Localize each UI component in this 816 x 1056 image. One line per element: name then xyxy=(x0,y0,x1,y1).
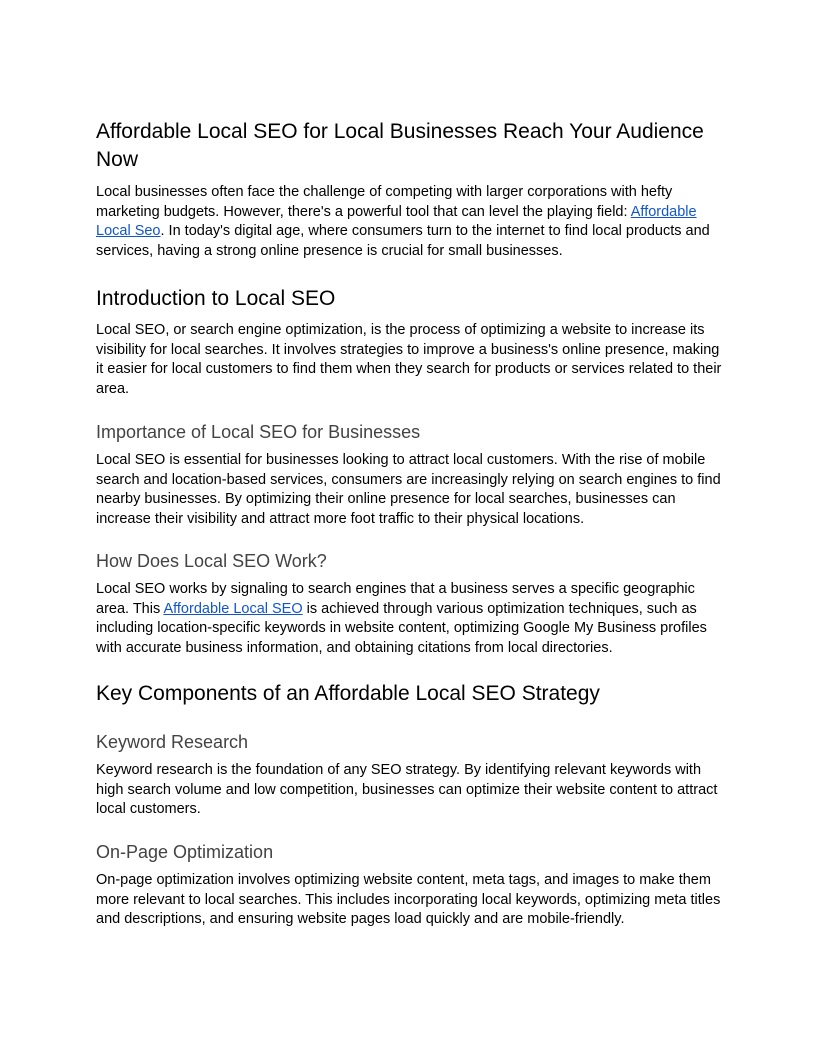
how-text-after-link: is achieved through various optimization techniques, such as including location-specific keywords in website content, optimizing Google My Business profiles with accurate business information, and obtaining citations from local directories. xyxy=(96,600,707,656)
introduction-paragraph: Local SEO, or search engine optimization, is the process of optimizing a website to increase its visibility for local searches. It involves strategies to improve a business's online presence, making it easier for local customers to find them when they search for products or services related to their area. xyxy=(96,322,722,397)
how-it-works-paragraph xyxy=(96,580,724,658)
affordable-local-seo-link[interactable]: Affordable Local Seo xyxy=(96,203,697,239)
how-text-before-link: Local SEO works by signaling to search engines that a business serves a specific geographic area. This xyxy=(96,581,695,617)
intro-paragraph xyxy=(96,183,724,261)
heading-on-page-optimization: On-Page Optimization xyxy=(96,842,274,862)
affordable-local-seo-link-2[interactable]: Affordable Local SEO xyxy=(163,600,303,617)
heading-key-components: Key Components of an Affordable Local SEO Strategy xyxy=(96,682,600,705)
heading-how-does-local-seo-work: How Does Local SEO Work? xyxy=(96,551,327,571)
heading-importance-of-local-seo: Importance of Local SEO for Businesses xyxy=(96,422,421,442)
importance-paragraph: Local SEO is essential for businesses looking to attract local customers. With the rise of mobile search and location-based services, consumers are increasingly relying on search engines to find nearby businesses. By optimizing their online presence for local searches, businesses can increase their visibility and attract more foot traffic to their physical locations. xyxy=(96,452,721,527)
keyword-research-paragraph: Keyword research is the foundation of any SEO strategy. By identifying relevant keywords with high search volume and low competition, businesses can optimize their website content to attract local customers. xyxy=(96,762,718,817)
heading-introduction-to-local-seo: Introduction to Local SEO xyxy=(96,287,336,310)
intro-text-before-link: Local businesses often face the challenge of competing with larger corporations with hefty marketing budgets. However, there's a powerful tool that can level the playing field: xyxy=(96,184,673,220)
on-page-optimization-paragraph: On-page optimization involves optimizing website content, meta tags, and images to make them more relevant to local searches. This includes incorporating local keywords, optimizing meta titles and descriptions, and ensuring website pages load quickly and are mobile-friendly. xyxy=(96,872,721,927)
document-title: Affordable Local SEO for Local Businesses Reach Your Audience Now xyxy=(96,120,704,171)
intro-text-after-link: . In today's digital age, where consumers turn to the internet to find local products and services, having a strong online presence is crucial for small businesses. xyxy=(96,223,710,259)
heading-keyword-research: Keyword Research xyxy=(96,732,249,752)
